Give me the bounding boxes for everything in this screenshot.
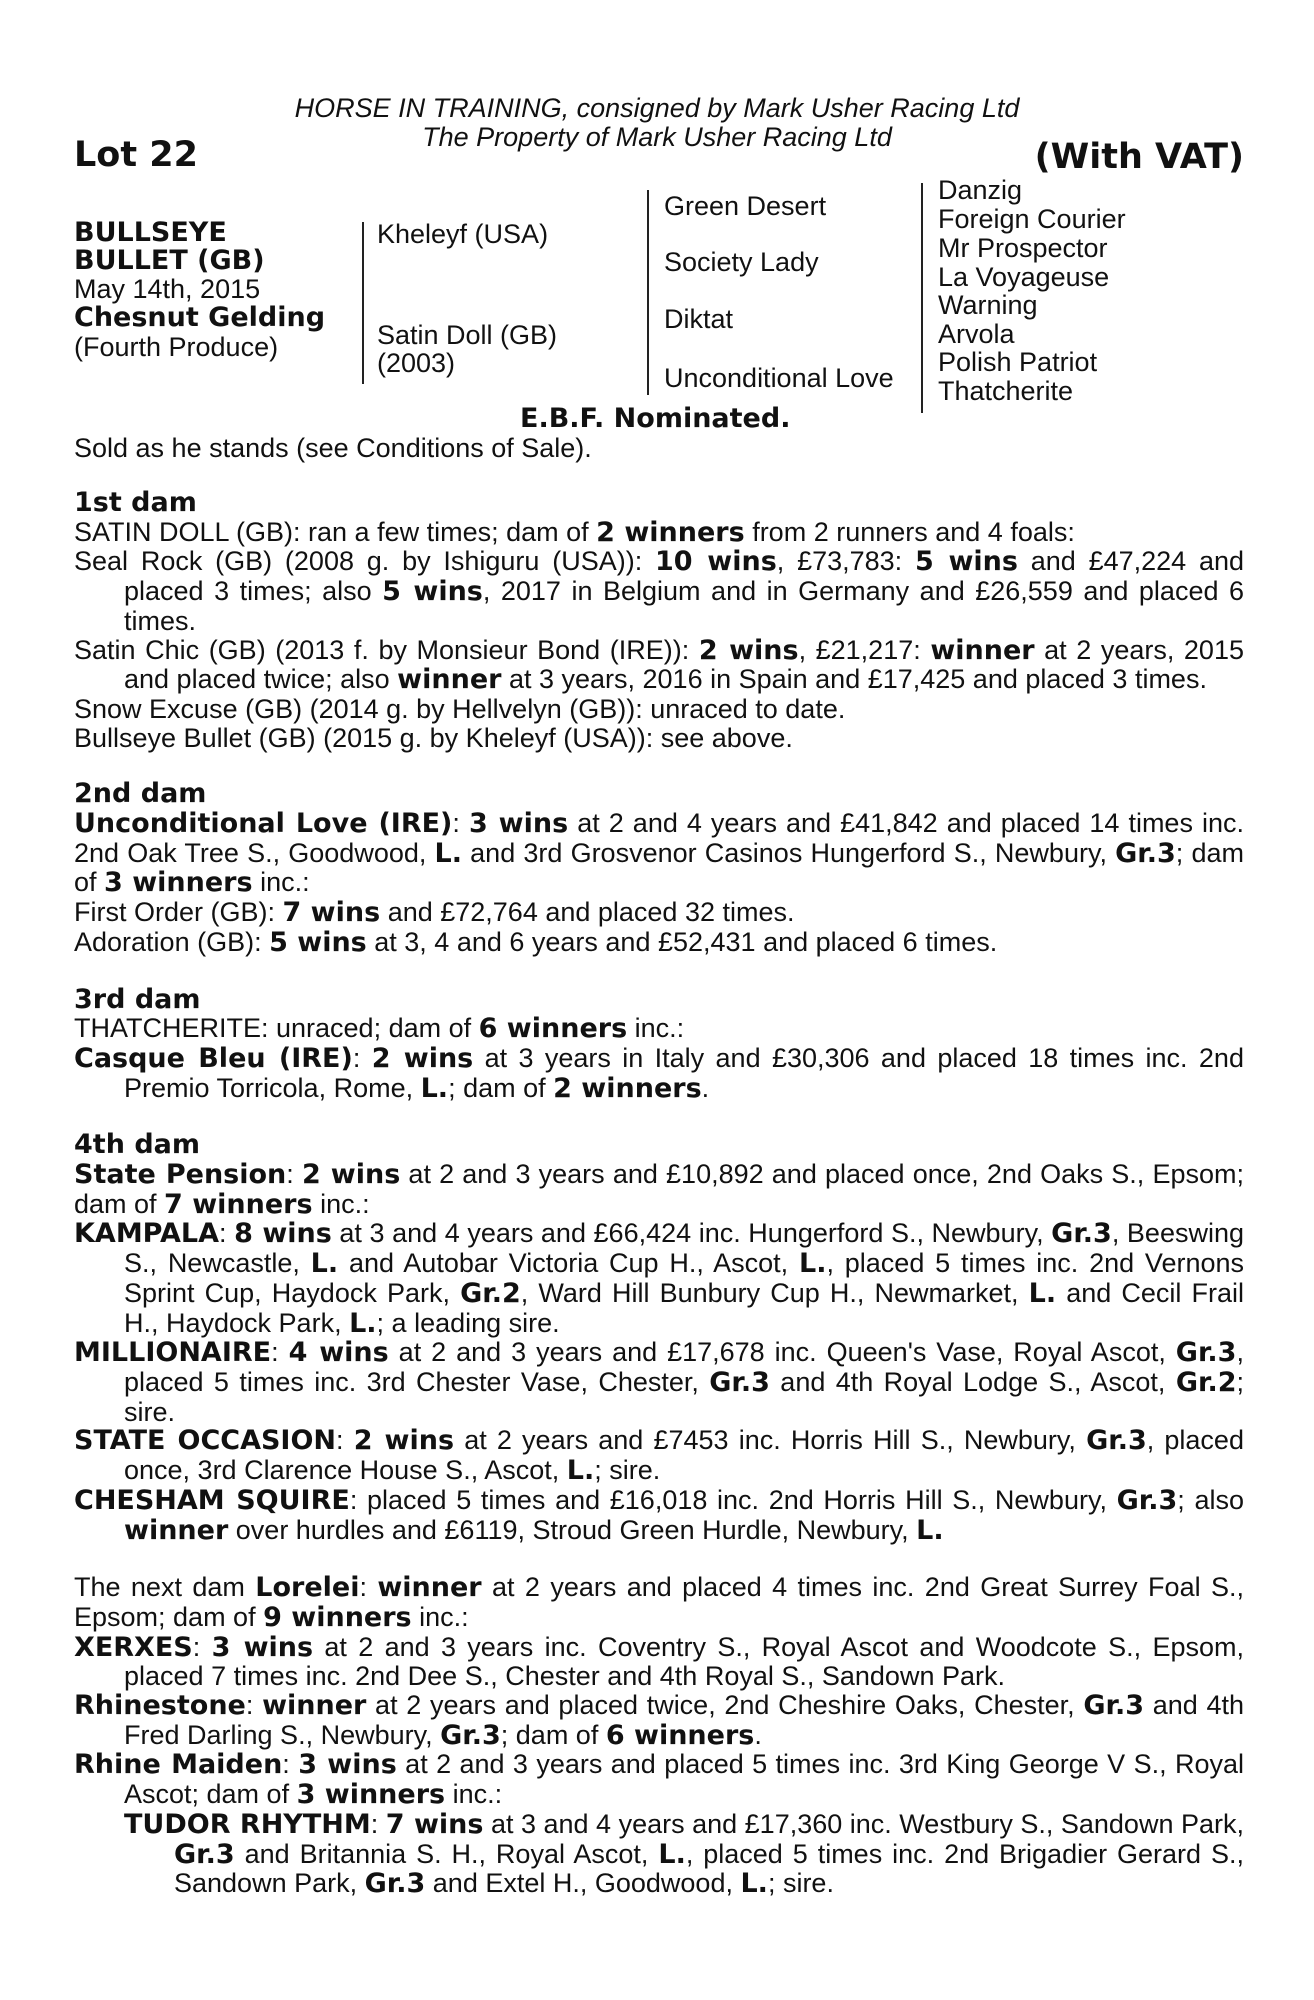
text-segment: , £73,783: [776, 546, 915, 577]
produce-entry [74, 547, 1244, 635]
text-segment: TUDOR RHYTHM [124, 1808, 371, 1840]
text-segment: ; sire. [594, 1455, 661, 1486]
text-segment: inc.: [312, 1188, 370, 1219]
text-segment: SATIN DOLL (GB): ran a few times; dam of [74, 516, 597, 547]
section-heading: 2nd dam [74, 778, 207, 810]
produce-entry [74, 1338, 1244, 1426]
text-segment: MILLIONAIRE [74, 1337, 272, 1369]
text-segment: STATE OCCASION [74, 1425, 337, 1457]
text-segment: ; also [1177, 1484, 1244, 1515]
text-segment: 7 wins [385, 1808, 484, 1840]
text-segment: ; dam of [500, 1719, 606, 1750]
dam-year: (2003) [377, 348, 456, 378]
text-segment: at 3 and 4 years and £66,424 inc. Hungerford S., Newbury, [331, 1218, 1052, 1249]
text-segment: inc.: [411, 1601, 469, 1632]
pedigree-divider-2 [647, 190, 649, 395]
produce-entry [74, 1750, 1244, 1809]
ebf-nominated: E.B.F. Nominated. [520, 403, 791, 434]
text-segment: CHESHAM SQUIRE [74, 1484, 350, 1516]
text-segment: : [336, 1425, 354, 1456]
text-segment: 2 winners [596, 516, 745, 548]
text-segment: at 2 and 3 years inc. Coventry S., Royal Ascot and Woodcote S., Epsom, placed 7 times inc. 2nd Dee S., Chester and 4th Royal S., Sandown Park. [124, 1631, 1244, 1692]
text-segment: Gr.3 [709, 1366, 770, 1398]
text-segment: Gr.2 [460, 1277, 521, 1309]
text-segment: Gr.3 [174, 1838, 235, 1870]
text-segment: L. [916, 1514, 944, 1546]
text-segment: and 4th Royal Lodge S., Ascot, [769, 1366, 1176, 1397]
text-segment: L. [566, 1455, 595, 1487]
text-segment: 10 wins [655, 546, 777, 578]
text-segment: from 2 runners and 4 foals: [744, 516, 1075, 547]
gen3-1: Danzig [938, 175, 1023, 205]
dam-entry [74, 809, 1244, 898]
family-notes [74, 489, 1244, 1899]
text-segment: Gr.3 [1116, 1484, 1178, 1516]
text-segment: ; dam of [74, 837, 1244, 898]
dam-entry [74, 1573, 1244, 1632]
section-heading: 3rd dam [74, 983, 201, 1015]
text-segment: Satin Chic (GB) (2013 f. by Monsieur Bond (IRE)): [74, 634, 699, 665]
text-segment: 3 wins [298, 1749, 397, 1781]
text-segment: ; a leading sire. [376, 1307, 560, 1338]
dam-entry [74, 1014, 1244, 1044]
text-segment: Gr.3 [440, 1719, 501, 1751]
text-segment: Gr.3 [1051, 1218, 1112, 1250]
gen3-2: Foreign Courier [938, 204, 1126, 234]
text-segment: at 2 and 3 years and £17,678 inc. Queen's Vase, Royal Ascot, [388, 1337, 1176, 1368]
gen3-6: Arvola [938, 319, 1015, 349]
text-segment: State Pension [74, 1159, 287, 1191]
section-spacer [74, 1103, 1244, 1131]
gen3-4: La Voyageuse [938, 262, 1110, 292]
text-segment: 6 winners [478, 1013, 628, 1045]
horse-name-line1: BULLSEYE [74, 217, 227, 248]
text-segment: 3 winners [296, 1779, 446, 1811]
gen3-7: Polish Patriot [938, 347, 1098, 377]
text-segment: XERXES [74, 1631, 193, 1663]
text-segment: L. [310, 1248, 339, 1280]
text-segment: : [282, 1749, 299, 1780]
text-segment: : [370, 1808, 386, 1839]
text-segment: winner [930, 634, 1035, 666]
text-segment: L. [740, 1868, 768, 1900]
gen3-8: Thatcherite [938, 376, 1074, 406]
pedigree-divider-1 [362, 222, 364, 384]
text-segment: Lorelei [255, 1572, 360, 1604]
sold-as-stands: Sold as he stands (see Conditions of Sale). [74, 433, 592, 463]
text-segment: : [452, 808, 469, 839]
text-segment: , 2017 in Belgium and in Germany and £26,559 and placed 6 times. [124, 576, 1245, 636]
sire-name: Kheleyf (USA) [377, 219, 549, 249]
text-segment: at 2 and 3 years and £10,892 and placed once, 2nd Oaks S., Epsom; dam of [74, 1159, 1244, 1219]
text-segment: and 4th Fred Darling S., Newbury, [124, 1690, 1244, 1750]
dam-name: Satin Doll (GB) [377, 320, 558, 350]
gen2-sire-dam: Society Lady [664, 247, 819, 277]
text-segment: Adoration (GB): [74, 926, 270, 957]
text-segment: : [359, 1572, 378, 1603]
property-line: The Property of Mark Usher Racing Ltd [422, 122, 892, 152]
text-segment: and £47,224 and placed 3 times; also [124, 546, 1245, 607]
text-segment: Gr.3 [1115, 837, 1176, 869]
text-segment: : [286, 1159, 302, 1190]
produce-entry [74, 695, 1244, 724]
produce-entry [74, 1426, 1244, 1485]
text-segment: at 2 and 4 years and £41,842 and placed 14 times inc. 2nd Oak Tree S., Goodwood, [74, 808, 1244, 868]
text-segment: 2 wins [301, 1159, 401, 1191]
text-segment: : [245, 1690, 263, 1721]
produce-entry [74, 1486, 1244, 1545]
text-segment: 3 winners [104, 867, 253, 899]
text-segment: , Ward Hill Bunbury Cup H., Newmarket, [520, 1277, 1029, 1308]
text-segment: at 2 and 3 years and placed 5 times inc. 3rd King George V S., Royal Ascot; dam of [124, 1749, 1244, 1810]
text-segment: , placed 5 times inc. 3rd Chester Vase, Chester, [124, 1337, 1244, 1397]
text-segment: Gr.3 [364, 1868, 426, 1900]
text-segment: ; dam of [448, 1072, 554, 1103]
text-segment: and Autobar Victoria Cup H., Ascot, [338, 1248, 799, 1279]
text-segment: : [192, 1631, 212, 1662]
text-segment: 5 wins [914, 546, 1018, 578]
text-segment: Snow Excuse (GB) (2014 g. by Hellvelyn (GB)): unraced to date. [74, 693, 846, 724]
text-segment: and Extel H., Goodwood, [425, 1868, 741, 1899]
horse-type: Chesnut Gelding [74, 302, 326, 333]
produce-entry [74, 1691, 1244, 1750]
text-segment: : [271, 1337, 289, 1368]
text-segment: L. [349, 1307, 377, 1339]
section-spacer [74, 1545, 1244, 1573]
text-segment: 2 winners [553, 1072, 702, 1104]
text-segment: at 2 years, 2015 and placed twice; also [124, 634, 1244, 695]
produce-entry [74, 636, 1244, 695]
produce-entry [74, 1044, 1244, 1103]
text-segment: 3 wins [211, 1631, 314, 1663]
text-segment: : placed 5 times and £16,018 inc. 2nd Horris Hill S., Newbury, [349, 1484, 1117, 1515]
text-segment: First Order (GB): [74, 897, 283, 928]
gen3-3: Mr Prospector [938, 233, 1108, 263]
text-segment: at 3, 4 and 6 years and £52,431 and placed 6 times. [366, 926, 998, 957]
text-segment: winner [262, 1690, 367, 1722]
section-spacer [74, 752, 1244, 780]
text-segment: at 2 years and placed twice, 2nd Cheshire Oaks, Chester, [366, 1690, 1084, 1721]
text-segment: Gr.3 [1086, 1425, 1147, 1457]
text-segment: Casque Bleu (IRE) [74, 1042, 353, 1074]
horse-produce: (Fourth Produce) [74, 332, 279, 362]
gen2-dam-dam: Unconditional Love [664, 363, 894, 393]
text-segment: , placed 5 times inc. 2nd Vernons Sprint Cup, Haydock Park, [124, 1248, 1245, 1308]
text-segment: Seal Rock (GB) (2008 g. by Ishiguru (USA)): [74, 546, 656, 577]
text-segment: , placed once, 3rd Clarence House S., Ascot, [124, 1425, 1244, 1486]
text-segment: KAMPALA [74, 1218, 219, 1250]
text-segment: 7 winners [164, 1188, 313, 1220]
text-segment: . [754, 1719, 762, 1750]
section-spacer [74, 958, 1244, 986]
text-segment: Bullseye Bullet (GB) (2015 g. by Kheleyf (USA)): see above. [74, 722, 793, 753]
text-segment: L. [1028, 1277, 1057, 1309]
text-segment: L. [420, 1072, 449, 1104]
vat-label: (With VAT) [1034, 137, 1244, 177]
lot-number: Lot 22 [74, 135, 198, 175]
text-segment: 4 wins [288, 1337, 389, 1369]
text-segment: Rhinestone [74, 1690, 246, 1722]
text-segment: at 3 years, 2016 in Spain and £17,425 and placed 3 times. [501, 664, 1207, 695]
text-segment: L. [799, 1248, 827, 1280]
gen3-5: Warning [938, 290, 1038, 320]
text-segment: ; sire. [767, 1868, 834, 1899]
text-segment: over hurdles and £6119, Stroud Green Hurdle, Newbury, [228, 1514, 917, 1545]
text-segment: inc.: [627, 1013, 685, 1044]
text-segment: : [219, 1218, 235, 1249]
text-segment: at 3 years in Italy and £30,306 and placed 18 times inc. 2nd Premio Torricola, Rome, [124, 1042, 1244, 1103]
text-segment: , £21,217: [798, 634, 931, 665]
consignor-line: HORSE IN TRAINING, consigned by Mark Usher Racing Ltd [294, 93, 1020, 123]
text-segment: THATCHERITE: unraced; dam of [74, 1013, 479, 1044]
produce-entry [74, 928, 1244, 958]
text-segment: Rhine Maiden [74, 1749, 283, 1781]
text-segment: 2 wins [371, 1042, 474, 1074]
text-segment: Unconditional Love (IRE) [74, 808, 453, 840]
dam-entry [74, 1160, 1244, 1219]
text-segment: 2 wins [353, 1425, 455, 1457]
text-segment: Gr.3 [1175, 1337, 1237, 1369]
produce-entry [74, 1633, 1244, 1691]
horse-name-line2: BULLET (GB) [74, 245, 265, 276]
text-segment: and Britannia S. H., Royal Ascot, [234, 1838, 659, 1869]
text-segment: 6 winners [605, 1719, 755, 1751]
text-segment: winner [377, 1572, 482, 1604]
text-segment: and 3rd Grosvenor Casinos Hungerford S., Newbury, [462, 837, 1116, 868]
produce-entry [74, 1219, 1244, 1338]
pedigree-divider-3 [921, 183, 923, 413]
section-heading: 4th dam [74, 1129, 200, 1161]
gen2-sire-sire: Green Desert [664, 191, 827, 221]
text-segment: : [352, 1042, 372, 1073]
text-segment: and £72,764 and placed 32 times. [380, 897, 795, 928]
text-segment: , Beeswing S., Newcastle, [124, 1218, 1244, 1279]
text-segment: 7 wins [282, 897, 381, 929]
text-segment: 8 wins [234, 1218, 332, 1250]
text-segment: winner [397, 664, 502, 696]
text-segment: , placed 5 times inc. 2nd Brigadier Gerard S., Sandown Park, [174, 1838, 1244, 1899]
text-segment: L. [434, 837, 462, 869]
gen2-dam-sire: Diktat [664, 304, 734, 334]
text-segment: 2 wins [698, 634, 799, 666]
horse-dob: May 14th, 2015 [74, 274, 261, 304]
text-segment: and Cecil Frail H., Haydock Park, [124, 1277, 1245, 1338]
text-segment: at 3 and 4 years and £17,360 inc. Westbury S., Sandown Park, [483, 1808, 1244, 1839]
text-segment: . [701, 1072, 710, 1103]
text-segment: 9 winners [263, 1601, 412, 1633]
text-segment: L. [658, 1838, 686, 1870]
section-heading: 1st dam [74, 487, 197, 518]
text-segment: inc.: [445, 1779, 503, 1810]
produce-entry [74, 898, 1244, 928]
text-segment: at 2 years and £7453 inc. Horris Hill S., Newbury, [454, 1425, 1087, 1456]
text-segment: inc.: [252, 867, 310, 898]
text-segment: Gr.3 [1083, 1690, 1145, 1722]
dam-entry [74, 518, 1244, 548]
text-segment: winner [124, 1514, 229, 1546]
produce-entry [74, 1810, 1244, 1899]
text-segment: 5 wins [382, 576, 483, 608]
text-segment: The next dam [74, 1572, 256, 1603]
text-segment: 3 wins [468, 808, 569, 840]
text-segment: at 2 years and placed 4 times inc. 2nd Great Surrey Foal S., Epsom; dam of [74, 1572, 1244, 1632]
text-segment: 5 wins [269, 926, 367, 958]
produce-entry [74, 724, 1244, 753]
text-segment: Gr.2 [1175, 1366, 1237, 1398]
text-segment: ; sire. [124, 1366, 1244, 1427]
